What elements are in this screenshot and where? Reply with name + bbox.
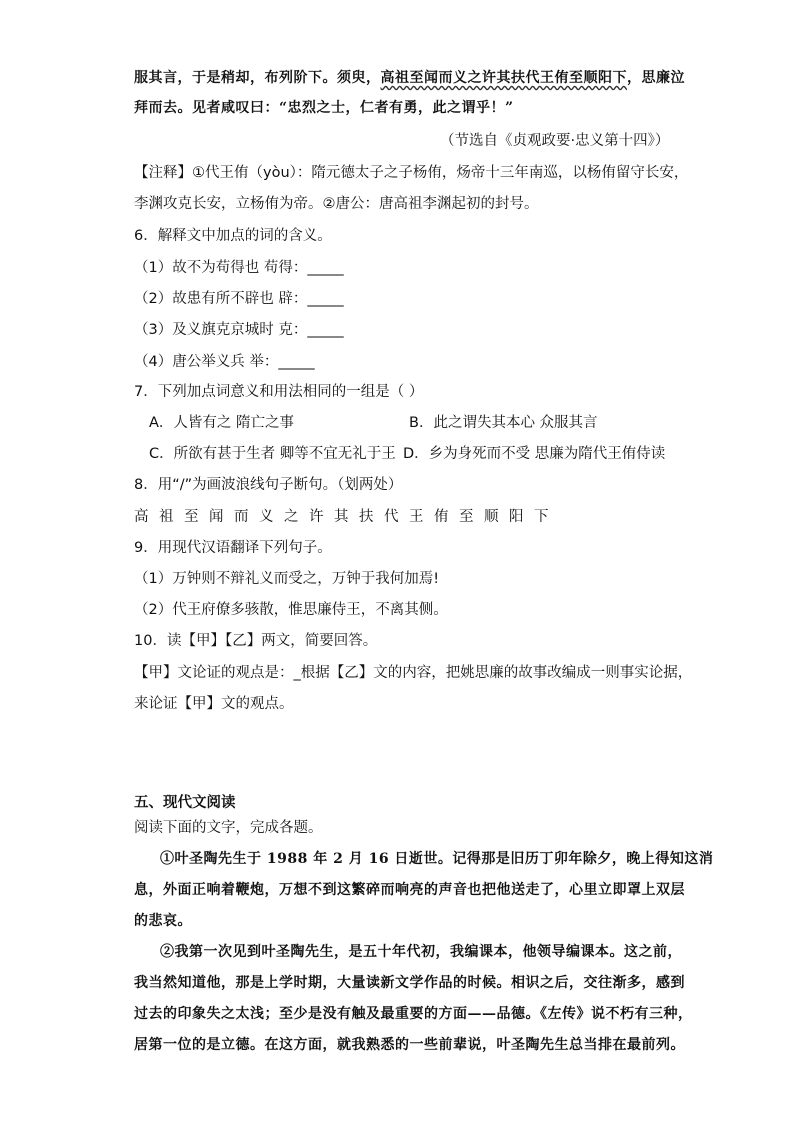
question-6-item-1: （1）故不为苟得也 苟得：_____ bbox=[134, 260, 344, 276]
passage-line-2: 拜而去。见者咸叹曰：“忠烈之士，仁者有勇，此之谓乎！” bbox=[134, 100, 514, 116]
question-9-item-1: （1）万钟则不辩礼义而受之，万钟于我何加焉! bbox=[134, 571, 440, 587]
annotation-line-1: 【注释】①代王侑（yòu）：隋元德太子之子杨侑，炀帝十三年南巡，以杨侑留守长安， bbox=[134, 165, 689, 181]
question-8-stem: 8．用“/”为画波浪线句子断句。（划两处） bbox=[134, 477, 403, 493]
passage-text: ，思廉泣 bbox=[627, 70, 685, 86]
source-citation: （节选自《贞观政要·忠义第十四》） bbox=[440, 133, 670, 149]
question-9-item-2: （2）代王府僚多骇散，惟思廉侍王，不离其侧。 bbox=[134, 602, 448, 618]
question-7-option-c: C．所欲有甚于生者 卿等不宜无礼于王 bbox=[149, 446, 396, 462]
paragraph-1-line-2: 息，外面正响着鞭炮，万想不到这繁碎而响亮的声音也把他送走了，心里立即罩上双层 bbox=[134, 882, 685, 898]
question-10-line-1: 【甲】文论证的观点是：_根据【乙】文的内容，把姚思廉的故事改编成一则事实论据， bbox=[134, 665, 693, 681]
section-instruction: 阅读下面的文字，完成各题。 bbox=[134, 820, 323, 836]
question-6-stem: 6．解释文中加点的词的含义。 bbox=[134, 228, 332, 244]
question-7-option-a: A．人皆有之 隋亡之事 bbox=[149, 415, 295, 431]
question-6-item-2: （2）故患有所不辟也 辟：_____ bbox=[134, 291, 344, 307]
paragraph-1-line-3: 的悲哀。 bbox=[134, 913, 192, 929]
question-6-item-3: （3）及义旗克京城时 克：_____ bbox=[134, 322, 344, 338]
paragraph-2-line-3: 过去的印象失之太浅；至少是没有触及最重要的方面——品德。《左传》说不朽有三种， bbox=[134, 1006, 693, 1022]
question-10-line-2: 来论证【甲】文的观点。 bbox=[134, 696, 294, 712]
passage-line-1 bbox=[134, 67, 685, 87]
paragraph-2-line-1: ②我第一次见到叶圣陶先生，是五十年代初，我编课本，他领导编课本。这之前， bbox=[160, 944, 682, 960]
question-9-stem: 9．用现代汉语翻译下列句子。 bbox=[134, 540, 332, 556]
question-10-stem: 10．读【甲】【乙】两文，简要回答。 bbox=[134, 633, 378, 649]
question-7-option-b: B．此之谓失其本心 众服其言 bbox=[409, 415, 598, 431]
paragraph-2-line-2: 我当然知道他，那是上学时期，大量读新文学作品的时候。相识之后，交往渐多，感到 bbox=[134, 975, 685, 991]
question-7-option-d: D．乡为身死而不受 思廉为隋代王侑侍读 bbox=[403, 446, 666, 462]
annotation-line-2: 李渊攻克长安，立杨侑为帝。②唐公：唐高祖李渊起初的封号。 bbox=[134, 196, 539, 212]
question-8-sentence: 高祖至闻而义之许其扶代王侑至顺阳下 bbox=[134, 509, 559, 525]
wavy-underlined-sentence: 高祖至闻而义之许其扶代王侑至顺阳下 bbox=[380, 70, 627, 86]
passage-text: 服其言，于是稍却，布列阶下。须臾， bbox=[134, 70, 381, 86]
paragraph-1-line-1: ①叶圣陶先生于 1988 年 2 月 16 日逝世。记得那是旧历丁卯年除夕，晚上得知这消 bbox=[160, 851, 714, 867]
section-heading: 五、现代文阅读 bbox=[134, 795, 236, 811]
question-7-stem: 7．下列加点词意义和用法相同的一组是（ ） bbox=[134, 384, 424, 400]
question-6-item-4: （4）唐公举义兵 举：_____ bbox=[134, 354, 315, 370]
paragraph-2-line-4: 居第一位的是立德。在这方面，就我熟悉的一些前辈说，叶圣陶先生总当排在最前列。 bbox=[134, 1037, 685, 1053]
